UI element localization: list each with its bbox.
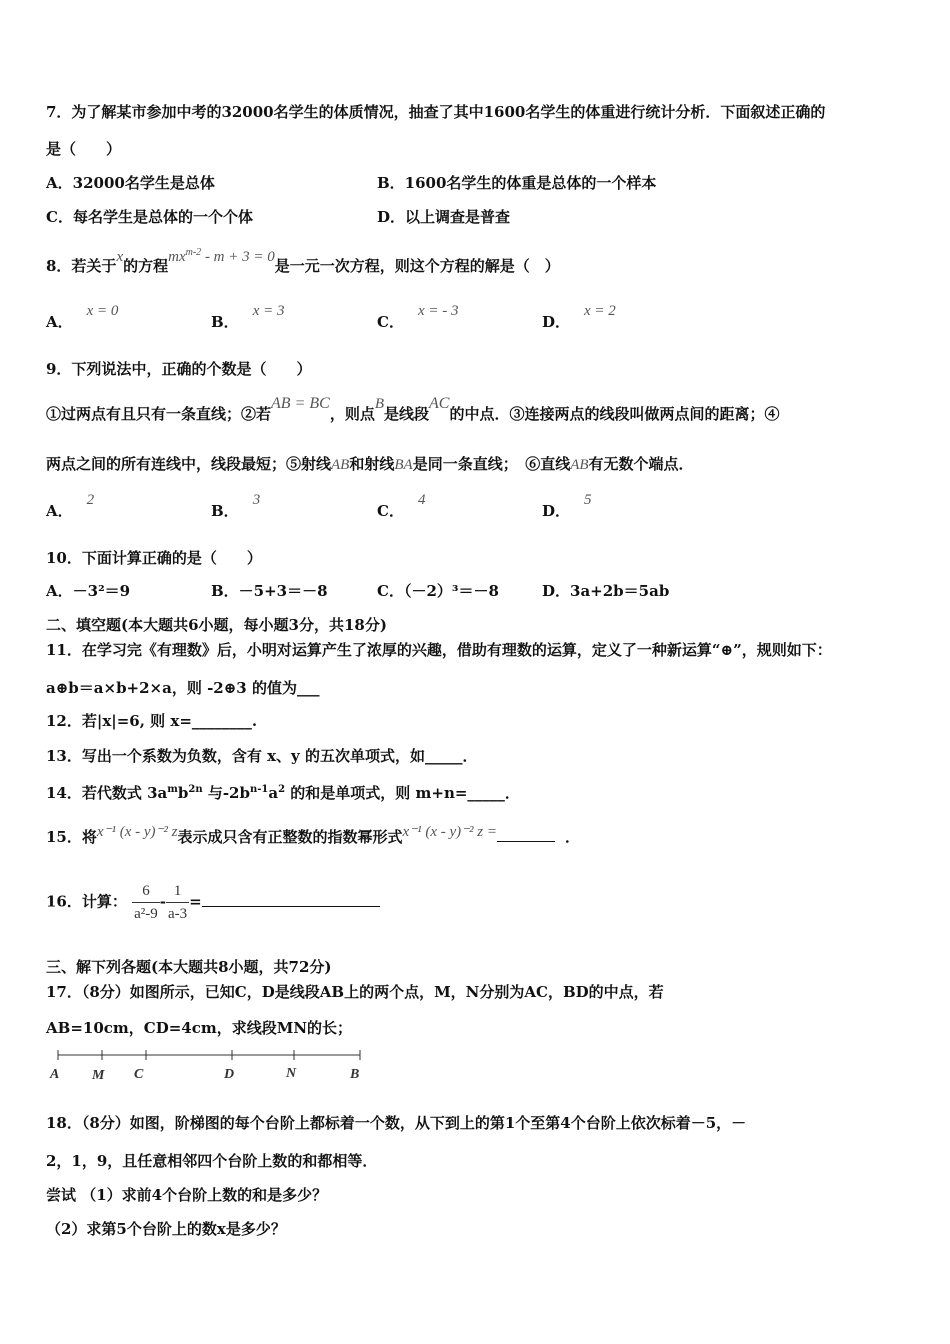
q10-option-b: B．－5+3＝－8 — [211, 582, 328, 600]
q7-stem-line2: 是（ ） — [46, 140, 122, 158]
q8-option-b: B．x = 3 — [211, 303, 285, 331]
q8-prefix: 8．若关于 — [46, 257, 117, 275]
q9-option-b: B．3 — [211, 492, 261, 520]
q8-suffix: 是一元一次方程，则这个方程的解是（ ） — [274, 257, 560, 275]
q18-line4: （2）求第5个台阶上的数x是多少？ — [46, 1220, 286, 1238]
q10-option-d: D．3a+2b＝5ab — [542, 582, 670, 600]
q9-option-c: C．4 — [377, 492, 426, 520]
q13: 13．写出一个系数为负数，含有 x、y 的五次单项式，如_____． — [46, 747, 478, 765]
q8-var: x — [116, 249, 124, 265]
q18-line1: 18．（8分）如图，阶梯图的每个台阶上都标着一个数，从下到上的第1个至第4个台阶上依次标着－5，－ — [46, 1114, 747, 1132]
q8-mid: 的方程 — [123, 257, 169, 275]
q14: 14．若代数式 $3a^mb^{2n}$ 与$-2b^{n-1}a^2$ 的和是单项式，则 m+n=_____． — [46, 784, 520, 802]
q9-stem: 9．下列说法中，正确的个数是（ ） — [46, 360, 312, 378]
q18-line2: 2，1，9，且任意相邻四个台阶上数的和都相等． — [46, 1152, 378, 1170]
q16-fraction-1: $\frac{6}{\text{a²-9}}$ — [132, 880, 160, 925]
label-b: B — [350, 1067, 360, 1082]
q11-line2: a⊕b＝a×b+2×a，则 -2⊕3 的值为___ — [46, 679, 320, 697]
label-d: D — [224, 1067, 235, 1082]
section-3-heading: 三、解下列各题(本大题共8小题，共72分) — [46, 958, 332, 976]
section-2-heading: 二、填空题(本大题共6小题，每小题3分，共18分) — [46, 616, 387, 634]
q15: 15．将x⁻¹ (x - y)⁻² z表示成只含有正整数的指数幂形式x⁻¹ (x - y)⁻² z = ． — [46, 824, 581, 846]
label-a: A — [50, 1067, 60, 1082]
q9-option-a: A．2 — [46, 492, 95, 520]
q8-stem — [46, 247, 560, 277]
q17-line2: AB=10cm，CD=4cm，求线段MN的长； — [46, 1019, 353, 1037]
q10-option-c: C．（－2）³＝－8 — [377, 582, 499, 600]
q7-option-d: D．以上调查是普查 — [377, 208, 511, 226]
q18-line3: 尝试 （1）求前4个台阶上数的和是多少？ — [46, 1186, 328, 1204]
q12: 12．若|x|=6, 则 x=________. — [46, 712, 258, 730]
q7-option-c: C．每名学生是总体的一个个体 — [46, 208, 253, 226]
q8-equation: $mx^{m-2} - m + 3 = 0$ — [168, 247, 275, 265]
q8-option-a: A．x = 0 — [46, 303, 119, 331]
q7-option-b: B．1600名学生的体重是总体的一个样本 — [377, 174, 657, 192]
q7-stem-line1: 7．为了解某市参加中考的32000名学生的体质情况，抽查了其中1600名学生的体重进行统计分析．下面叙述正确的 — [46, 103, 826, 121]
q7-option-a: A．32000名学生是总体 — [46, 174, 215, 192]
q17-line1: 17．（8分）如图所示，已知C，D是线段AB上的两个点，M，N分别为AC，BD的中点，若 — [46, 983, 664, 1001]
q16-fraction-2: $\frac{1}{a-3}$ — [166, 880, 189, 925]
q8-option-d: D．x = 2 — [542, 303, 616, 331]
label-m: M — [92, 1068, 105, 1083]
q16: 16．计算： $\frac{6}{\text{a²-9}}$ - $\frac{1}{a-3}$ = — [46, 880, 380, 925]
q17-segment-diagram — [44, 1046, 374, 1086]
q9-option-d: D．5 — [542, 492, 592, 520]
q11-line1: 11．在学习完《有理数》后，小明对运算产生了浓厚的兴趣，借助有理数的运算，定义了一种新运算“⊕”，规则如下： — [46, 641, 832, 659]
q10-stem: 10．下面计算正确的是（ ） — [46, 549, 262, 567]
q10-option-a: A．－3²＝9 — [46, 582, 131, 600]
label-n: N — [286, 1066, 297, 1081]
q9-line1: ①过两点有且只有一条直线；②若AB = BC，则点B是线段AC的中点．③连接两点的线段叫做两点间的距离；④ — [46, 395, 780, 423]
label-c: C — [134, 1067, 144, 1082]
q8-option-c: C．x = - 3 — [377, 303, 459, 331]
q9-line2: 两点之间的所有连线中，线段最短；⑤射线AB和射线BA是同一条直线； ⑥直线AB有无数个端点． — [46, 455, 694, 473]
